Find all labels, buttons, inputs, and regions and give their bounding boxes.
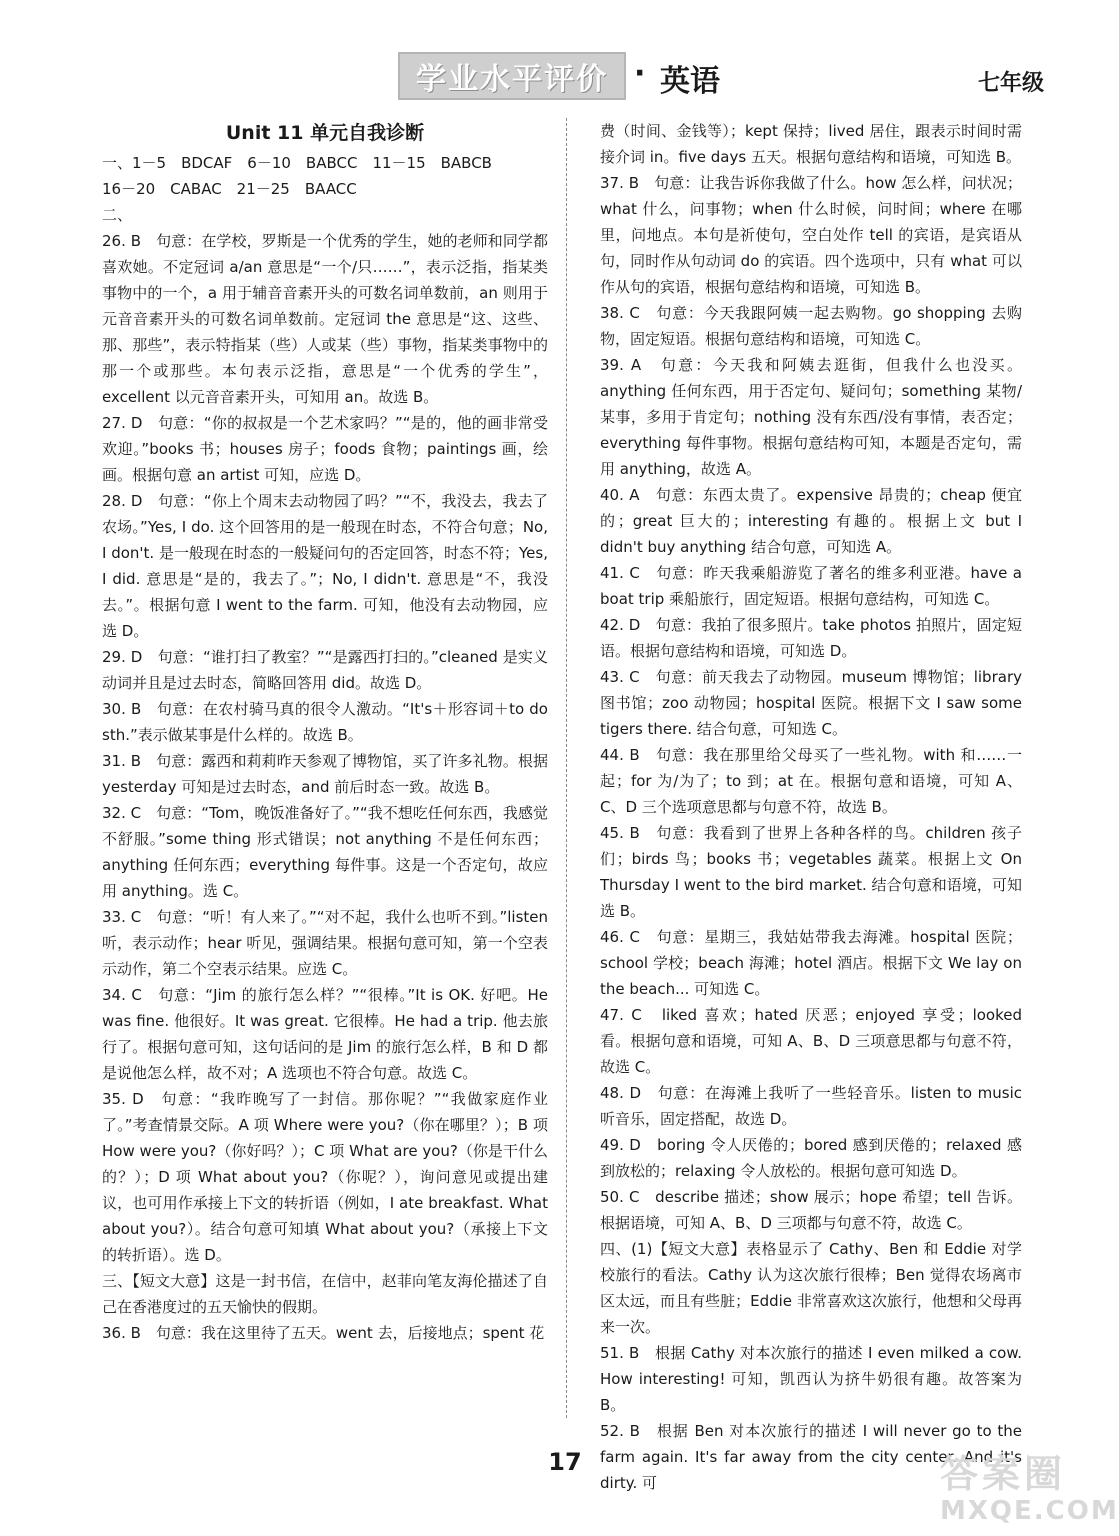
- passage-summary: 四、(1)【短文大意】表格显示了 Cathy、Ben 和 Eddie 对学校旅行的看法。Cathy 认为这次旅行很棒；Ben 觉得农场离市区太远，而且有些脏；Eddie 非常喜欢这次旅行，他想和父母再来一次。: [600, 1240, 1022, 1336]
- explanation-item: 45. B 句意：我看到了世界上各种各样的鸟。children 孩子们；birds 鸟；books 书；vegetables 蔬菜。根据上文 On Thursday I went to the bird market. 结合句意和语境，可知选 B。: [600, 824, 1022, 920]
- explanation-item: 31. B 句意：露西和莉莉昨天参观了博物馆，买了许多礼物。根据 yesterday 可知是过去时态，and 前后时态一致。故选 B。: [102, 752, 548, 796]
- explanation-item: 39. A 句意：今天我和阿姨去逛街，但我什么也没买。anything 任何东西，用于否定句、疑问句；something 某物/某事，多用于肯定句；nothing 没有东西/没有事情，表否定；everything 每件事物。根据句意结构可知，本题是否定句，需用 anything，故选 A。: [600, 356, 1022, 478]
- explanation-item: 33. C 句意：“听！有人来了。”“对不起，我什么也听不到。”listen 听，表示动作；hear 听见，强调结果。根据句意可知，第一个空表示动作，第二个空表示结果。应选 C。: [102, 908, 548, 978]
- answer-key-line-1: 一、1－5 BDCAF 6－10 BABCC 11－15 BABCB: [102, 154, 492, 172]
- watermark-text-bottom: MXQE.COM: [940, 1496, 1119, 1526]
- explanation-item: 28. D 句意：“你上个周末去动物园了吗？”“不，我没去，我去了农场。”Yes, I do. 这个回答用的是一般现在时态，不符合句意；No, I don't. 是一般现在时态的一般疑问句的否定回答，时态不符；Yes, I did. 意思是“是的，我去了。”；No, I didn't. 意思是“不，我没去。”。根据句意 I went to the farm. 可知，他没有去动物园，应选 D。: [102, 492, 548, 640]
- explanation-item: 40. A 句意：东西太贵了。expensive 昂贵的；cheap 便宜的；great 巨大的；interesting 有趣的。根据上文 but I didn't buy anything 结合句意，可知选 A。: [600, 486, 1022, 556]
- grade-label: 七年级: [978, 70, 1045, 96]
- column-divider: [566, 118, 567, 1418]
- explanation-item: 44. B 句意：我在那里给父母买了一些礼物。with 和……一起；for 为/为了；to 到；at 在。根据句意和语境，可知 A、C、D 三个选项意思都与句意不符，故选 B。: [600, 746, 1022, 816]
- explanation-item: 36. B 句意：我在这里待了五天。went 去，后接地点；spent 花: [102, 1324, 545, 1342]
- explanation-item: 费（时间、金钱等）；kept 保持；lived 居住，跟表示时间时需接介词 in。five days 五天。根据句意结构和语境，可知选 B。: [600, 122, 1022, 166]
- left-column: [102, 118, 548, 1346]
- explanation-item: 50. C describe 描述；show 展示；hope 希望；tell 告诉。根据语境，可知 A、B、D 三项都与句意不符，故选 C。: [600, 1188, 1022, 1232]
- passage-summary: 三、【短文大意】这是一封书信，在信中，赵菲向笔友海伦描述了自己在香港度过的五天愉快的假期。: [102, 1272, 548, 1316]
- explanation-item: 27. D 句意：“你的叔叔是一个艺术家吗？”“是的，他的画非常受欢迎。”books 书；houses 房子；foods 食物；paintings 画，绘画。根据句意 an artist 可知，应选 D。: [102, 414, 548, 484]
- explanation-item: 41. C 句意：昨天我乘船游览了著名的维多利亚港。have a boat trip 乘船旅行，固定短语。根据句意结构，可知选 C。: [600, 564, 1022, 608]
- explanation-item: 37. B 句意：让我告诉你我做了什么。how 怎么样，问状况；what 什么，问事物；when 什么时候，问时间；where 在哪里，问地点。本句是祈使句，空白处作 tell 的宾语，是宾语从句，同时作从句动词 do 的宾语。四个选项中，只有 what 可以作从句的宾语，根据句意结构和语境，可知选 B。: [600, 174, 1022, 296]
- explanation-item: 32. C 句意：“Tom，晚饭准备好了。”“我不想吃任何东西，我感觉不舒服。”some thing 形式错误；not anything 不是任何东西；anything 任何东西；everything 每件事。这是一个否定句，故应用 anything。选 C。: [102, 804, 548, 900]
- explanation-item: 48. D 句意：在海滩上我听了一些轻音乐。listen to music 听音乐，固定搭配，故选 D。: [600, 1084, 1022, 1128]
- explanation-item: 51. B 根据 Cathy 对本次旅行的描述 I even milked a cow. How interesting! 可知，凯西认为挤牛奶很有趣。故答案为 B。: [600, 1344, 1022, 1414]
- unit-title: Unit 11 单元自我诊断: [225, 122, 425, 144]
- explanation-item: 34. C 句意：“Jim 的旅行怎么样？”“很棒。”It is OK. 好吧。He was fine. 他很好。It was great. 它很棒。He had a trip. 他去旅行了。根据句意可知，这句话问的是 Jim 的旅行怎么样，B 和 D 都是说他怎么样，故不对；A 选项也不符合句意。故选 C。: [102, 986, 548, 1082]
- explanation-item: 49. D boring 令人厌倦的；bored 感到厌倦的；relaxed 感到放松的；relaxing 令人放松的。根据句意可知选 D。: [600, 1136, 1022, 1180]
- page-header: [398, 52, 1098, 100]
- explanation-item: 26. B 句意：在学校，罗斯是一个优秀的学生，她的老师和同学都喜欢她。不定冠词 a/an 意思是“一个/只……”，表示泛指，指某类事物中的一个，a 用于辅音音素开头的可数名词单数前，an 则用于元音音素开头的可数名词单数前。定冠词 the 意思是“这、这些、那、那些”，表示特指某（些）人或某（些）事物，指某类事物中的那一个或那些。本句表示泛指，意思是“一个优秀的学生”，excellent 以元音音素开头，可知用 an。故选 B。: [102, 232, 548, 406]
- explanation-item: 47. C liked 喜欢；hated 厌恶；enjoyed 享受；looked 看。根据句意和语境，可知 A、B、D 三项意思都与句意不符，故选 C。: [600, 1006, 1022, 1076]
- header-dot: ·: [634, 56, 646, 91]
- explanation-item: 30. B 句意：在农村骑马真的很令人激动。“It's＋形容词＋to do sth.”表示做某事是什么样的。故选 B。: [102, 700, 548, 744]
- explanation-item: 29. D 句意：“谁打扫了教室？”“是露西打扫的。”cleaned 是实义动词并且是过去时态，简略回答用 did。故选 D。: [102, 648, 548, 692]
- watermark-logo: [940, 1452, 1119, 1532]
- explanation-item: 35. D 句意：“我昨晚写了一封信。那你呢？”“我做家庭作业了。”考查情景交际。A 项 Where were you?（你在哪里？）；B 项 How were you?（你好吗？）；C 项 What are you?（你是干什么的？）；D 项 What about you?（你呢？），询问意见或提出建议，也可用作承接上下文的转折语（例如，I ate breakfast. What about you?）。结合句意可知填 What about you?（承接上下文的转折语）。选 D。: [102, 1090, 548, 1264]
- explanation-item: 38. C 句意：今天我跟阿姨一起去购物。go shopping 去购物，固定短语。根据句意结构和语境，可知选 C。: [600, 304, 1022, 348]
- explanation-item: 42. D 句意：我拍了很多照片。take photos 拍照片，固定短语。根据句意结构和语境，可知选 D。: [600, 616, 1022, 660]
- section-label: 二、: [102, 206, 133, 224]
- subject-title: 英语: [660, 64, 720, 99]
- watermark-text-top: 答案圈: [940, 1452, 1067, 1496]
- page-number: 17: [548, 1448, 582, 1476]
- explanation-item: 43. C 句意：前天我去了动物园。museum 博物馆；library 图书馆；zoo 动物园；hospital 医院。根据下文 I saw some tigers there. 结合句意，可知选 C。: [600, 668, 1022, 738]
- explanation-item: 46. C 句意：星期三，我姑姑带我去海滩。hospital 医院；school 学校；beach 海滩；hotel 酒店。根据下文 We lay on the beach... 可知选 C。: [600, 928, 1022, 998]
- answer-key-line-2: 16－20 CABAC 21－25 BAACC: [102, 180, 357, 198]
- explanation-item: 52. B 根据 Ben 对本次旅行的描述 I will never go to the farm again. It's far away from the city center. And it's dirty. 可: [600, 1422, 1022, 1492]
- right-column: [600, 118, 1022, 1496]
- series-title: 学业水平评价: [398, 52, 626, 100]
